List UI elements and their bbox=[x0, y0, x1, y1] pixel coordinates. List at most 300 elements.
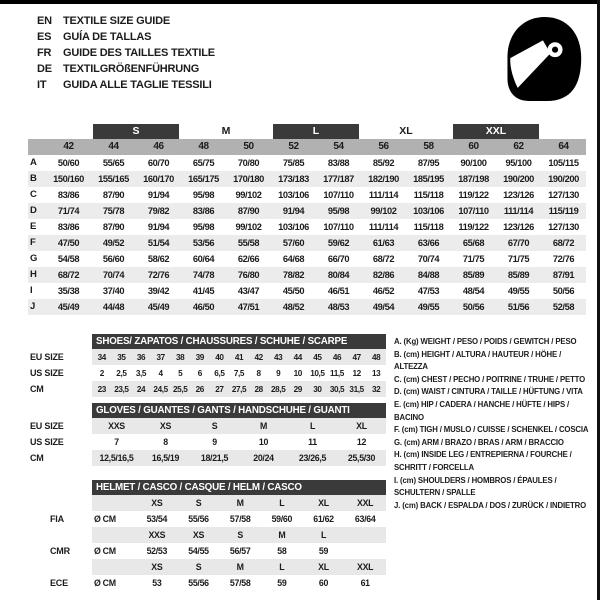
language-guide-title: GUÍA DE TALLAS bbox=[63, 31, 152, 43]
title-spacer bbox=[30, 480, 92, 495]
legend-item: J. (cm) BACK / ESPALDA / DOS / ZURÜCK / INDIETRO bbox=[394, 500, 587, 510]
row-letter: D bbox=[30, 205, 37, 216]
size-value: 31,5 bbox=[349, 384, 364, 394]
measurement-value: 72/76 bbox=[147, 270, 170, 280]
measurement-value: 95/100 bbox=[505, 158, 532, 168]
measurement-value: 48/53 bbox=[327, 302, 350, 312]
size-value: XS bbox=[151, 498, 163, 508]
measurement-value: 103/106 bbox=[278, 190, 309, 200]
size-value: 41 bbox=[234, 352, 244, 362]
measurement-value: 87/91 bbox=[552, 270, 575, 280]
measurement-value: 65/75 bbox=[192, 158, 215, 168]
measurement-value: 76/80 bbox=[237, 270, 260, 280]
size-value: 59 bbox=[277, 578, 287, 588]
measurement-value: 46/52 bbox=[372, 286, 395, 296]
measurement-row bbox=[28, 219, 586, 235]
measurement-row bbox=[28, 299, 586, 315]
measurement-value: 50/56 bbox=[552, 286, 575, 296]
size-value: XS bbox=[159, 421, 172, 431]
size-value: 7 bbox=[114, 437, 119, 447]
measurement-value: 47/50 bbox=[57, 238, 80, 248]
size-value: 38 bbox=[176, 352, 185, 362]
measurement-value: 105/115 bbox=[548, 158, 579, 168]
size-value: XXL bbox=[357, 562, 374, 572]
measurement-value: 63/66 bbox=[417, 238, 440, 248]
measurement-value: 187/198 bbox=[458, 174, 489, 184]
measurement-value: 47/53 bbox=[417, 286, 440, 296]
measurement-value: 50/56 bbox=[462, 302, 485, 312]
size-group-xl: XL bbox=[399, 125, 413, 137]
measurement-value: 60/70 bbox=[147, 158, 170, 168]
sub-row bbox=[92, 511, 386, 527]
sub-row bbox=[92, 527, 386, 543]
measurement-value: 59/62 bbox=[327, 238, 350, 248]
size-header-cell: 50 bbox=[226, 139, 271, 155]
size-value: XXL bbox=[357, 498, 374, 508]
measurement-value: 107/110 bbox=[323, 190, 354, 200]
measurement-value: 190/200 bbox=[548, 174, 579, 184]
size-value: M bbox=[236, 498, 244, 508]
measurement-value: 62/66 bbox=[237, 254, 260, 264]
size-header-cell: 52 bbox=[271, 139, 316, 155]
diameter-cm-label: Ø CM bbox=[94, 578, 116, 588]
measurement-value: 185/195 bbox=[413, 174, 444, 184]
helmet-table bbox=[30, 480, 386, 591]
size-group-xxl: XXL bbox=[453, 124, 539, 139]
size-value: XXS bbox=[148, 530, 166, 540]
measurement-value: 37/40 bbox=[102, 286, 125, 296]
language-code: IT bbox=[37, 79, 47, 91]
size-value: 37 bbox=[156, 352, 165, 362]
language-guide-title: TEXTILE SIZE GUIDE bbox=[63, 15, 171, 27]
size-header-cell: 42 bbox=[46, 139, 91, 155]
sub-row bbox=[92, 543, 386, 559]
measurement-value: 75/78 bbox=[102, 206, 125, 216]
measurement-value: 150/160 bbox=[53, 174, 84, 184]
measurement-value: 53/56 bbox=[192, 238, 215, 248]
size-value: 20/24 bbox=[253, 453, 274, 463]
row-label: ECE bbox=[50, 578, 68, 588]
measurement-value: 160/170 bbox=[143, 174, 174, 184]
size-value: 7,5 bbox=[233, 368, 245, 378]
size-value: 10,5 bbox=[310, 368, 325, 378]
row-letter: C bbox=[30, 189, 37, 200]
measurement-value: 85/92 bbox=[372, 158, 395, 168]
measurement-value: 127/130 bbox=[548, 190, 579, 200]
measurement-value: 68/72 bbox=[57, 270, 80, 280]
size-header-row bbox=[28, 139, 586, 155]
main-size-table bbox=[28, 124, 586, 315]
language-guide-title: GUIDA ALLE TAGLIE TESSILI bbox=[63, 79, 212, 91]
measurement-value: 80/84 bbox=[327, 270, 350, 280]
measurement-value: 66/70 bbox=[327, 254, 350, 264]
measurement-value: 123/126 bbox=[503, 190, 534, 200]
size-value: 52/53 bbox=[146, 546, 168, 556]
size-value: 29 bbox=[293, 384, 302, 394]
size-value: 8 bbox=[163, 437, 168, 447]
legend-item: E. (cm) HIP / CADERA / HANCHE / HÜFTE / HIPS / BACINO bbox=[394, 399, 570, 422]
measurement-value: 79/82 bbox=[147, 206, 170, 216]
measurement-value: 61/63 bbox=[372, 238, 395, 248]
helmet-rows bbox=[92, 495, 386, 591]
size-header-cell: 58 bbox=[406, 139, 451, 155]
size-value: 6,5 bbox=[214, 368, 225, 378]
size-value: 2 bbox=[99, 368, 104, 378]
measurement-value: 182/190 bbox=[368, 174, 399, 184]
size-group-m: M bbox=[221, 125, 231, 137]
shoes-title: SHOES/ ZAPATOS / CHAUSSURES / SCHUHE / SCARPE bbox=[92, 334, 386, 349]
row-label bbox=[30, 495, 92, 511]
size-group-l: L bbox=[273, 124, 359, 139]
size-header-cell: 64 bbox=[541, 139, 586, 155]
size-value: 57/58 bbox=[229, 578, 251, 588]
helmet-row-labels bbox=[30, 480, 92, 591]
measurement-value: 127/130 bbox=[548, 222, 579, 232]
row-label: FIA bbox=[50, 514, 64, 524]
measurement-value: 46/50 bbox=[192, 302, 215, 312]
measurement-value: 64/68 bbox=[282, 254, 305, 264]
measurement-value: 90/100 bbox=[460, 158, 487, 168]
size-value: 61 bbox=[360, 578, 370, 588]
row-letter: J bbox=[30, 301, 36, 312]
size-header-cell: 46 bbox=[136, 139, 181, 155]
language-row bbox=[37, 13, 215, 29]
helmet-content bbox=[92, 480, 386, 591]
size-value: 5 bbox=[178, 368, 183, 378]
legend-item: A. (Kg) WEIGHT / PESO / POIDS / GEWITCH / PESO bbox=[394, 337, 577, 346]
size-value: 9 bbox=[276, 368, 281, 378]
measurement-value: 82/86 bbox=[372, 270, 395, 280]
gloves-row-labels bbox=[30, 403, 92, 466]
measurement-value: 87/90 bbox=[102, 190, 125, 200]
measurement-value: 85/89 bbox=[462, 270, 485, 280]
row-letter: B bbox=[30, 173, 37, 184]
size-value: 61/62 bbox=[313, 514, 334, 524]
sub-row bbox=[92, 495, 386, 511]
size-value: XL bbox=[356, 421, 367, 431]
language-row bbox=[37, 77, 215, 93]
measurement-row bbox=[28, 235, 586, 251]
measurement-value: 99/102 bbox=[370, 206, 397, 216]
size-value: XL bbox=[318, 562, 329, 572]
size-value: M bbox=[236, 562, 244, 572]
row-label bbox=[30, 527, 92, 543]
measurement-row bbox=[28, 155, 586, 171]
language-guide-title: TEXTILGRÖßENFÜHRUNG bbox=[63, 63, 200, 75]
measurement-value: 70/74 bbox=[102, 270, 125, 280]
measurement-value: 87/90 bbox=[102, 222, 125, 232]
measurement-value: 49/54 bbox=[372, 302, 395, 312]
size-value: S bbox=[195, 562, 202, 572]
size-value: L bbox=[279, 562, 285, 572]
legend-item: F. (cm) TIGH / MUSLO / CUISSE / SCHENKEL / COSCIA bbox=[394, 425, 589, 435]
shoes-rows bbox=[92, 349, 386, 397]
size-value: M bbox=[259, 421, 268, 431]
measurement-legend bbox=[394, 336, 592, 512]
measurement-value: 91/94 bbox=[147, 190, 170, 200]
measurement-value: 41/45 bbox=[192, 286, 215, 296]
measurement-value: 91/94 bbox=[282, 206, 305, 216]
measurement-value: 48/54 bbox=[462, 286, 485, 296]
row-label: US SIZE bbox=[30, 368, 64, 378]
size-value: 60 bbox=[318, 578, 329, 588]
measurement-value: 51/54 bbox=[147, 238, 170, 248]
size-value: 53/54 bbox=[146, 514, 168, 524]
sub-row bbox=[92, 559, 386, 575]
measurement-row bbox=[28, 203, 586, 219]
measurement-value: 115/118 bbox=[413, 190, 444, 200]
language-code: DE bbox=[37, 63, 52, 75]
measurement-value: 111/114 bbox=[368, 190, 399, 200]
corner-cell bbox=[28, 139, 46, 155]
measurement-value: 99/102 bbox=[235, 222, 262, 232]
size-header-cell: 44 bbox=[91, 139, 136, 155]
row-label: CM bbox=[30, 384, 44, 394]
size-header-cell: 60 bbox=[451, 139, 496, 155]
legend-item: I. (cm) SHOULDERS / HOMBROS / ÉPAULES / SCHULTERN / SPALLE bbox=[394, 475, 557, 498]
measurement-value: 48/52 bbox=[282, 302, 305, 312]
measurement-value: 67/70 bbox=[507, 238, 530, 248]
diameter-cm-label: Ø CM bbox=[94, 514, 116, 524]
measurement-value: 71/74 bbox=[57, 206, 80, 216]
measurement-value: 58/62 bbox=[147, 254, 170, 264]
size-value: 23/26,5 bbox=[298, 453, 327, 463]
row-label: EU SIZE bbox=[30, 421, 64, 431]
measurement-row bbox=[28, 251, 586, 267]
measurement-value: 57/60 bbox=[282, 238, 305, 248]
language-code: ES bbox=[37, 31, 52, 43]
measurement-value: 51/56 bbox=[507, 302, 530, 312]
measurement-value: 49/55 bbox=[507, 286, 530, 296]
row-letter: I bbox=[30, 285, 33, 296]
row-label: EU SIZE bbox=[30, 352, 64, 362]
measurement-value: 43/47 bbox=[237, 286, 260, 296]
measurement-value: 70/74 bbox=[417, 254, 440, 264]
measurement-value: 173/183 bbox=[278, 174, 309, 184]
measurement-value: 56/60 bbox=[102, 254, 125, 264]
size-value: 56/57 bbox=[229, 546, 251, 556]
size-header-cell: 56 bbox=[361, 139, 406, 155]
size-value: L bbox=[279, 498, 285, 508]
measurement-value: 84/88 bbox=[417, 270, 440, 280]
size-value: 48 bbox=[372, 352, 381, 362]
measurement-row bbox=[28, 283, 586, 299]
size-value: 39 bbox=[195, 352, 204, 362]
gloves-content bbox=[92, 403, 386, 466]
measurement-value: 155/165 bbox=[98, 174, 129, 184]
language-row bbox=[37, 29, 215, 45]
legend-item: G. (cm) ARM / BRAZO / BRAS / ARM / BRACCIO bbox=[394, 437, 564, 447]
measurement-value: 45/50 bbox=[282, 286, 305, 296]
size-value: 11 bbox=[308, 437, 317, 447]
size-value: 36 bbox=[136, 352, 146, 362]
size-value: 18/21,5 bbox=[200, 453, 229, 463]
size-value: 35 bbox=[117, 352, 126, 362]
size-value: 24 bbox=[136, 384, 146, 394]
gloves-table bbox=[30, 403, 386, 466]
legend-item: H. (cm) INSIDE LEG / ENTREPIERNA / FOURCHE / SCHRITT / FORCELLA bbox=[394, 450, 572, 472]
measurement-value: 119/122 bbox=[458, 222, 489, 232]
measurement-value: 78/82 bbox=[282, 270, 305, 280]
measurement-value: 83/86 bbox=[57, 190, 80, 200]
measurement-value: 75/85 bbox=[282, 158, 305, 168]
shoes-row-labels bbox=[30, 334, 92, 397]
size-value: 2,5 bbox=[116, 368, 127, 378]
helmet-title: HELMET / CASCO / CASQUE / HELM / CASCO bbox=[92, 480, 386, 495]
measurement-value: 95/98 bbox=[327, 206, 350, 216]
size-value: 44 bbox=[293, 352, 302, 362]
measurement-value: 55/58 bbox=[237, 238, 260, 248]
measurement-value: 70/80 bbox=[237, 158, 260, 168]
size-value: 43 bbox=[274, 352, 283, 362]
measurement-value: 55/65 bbox=[102, 158, 125, 168]
legend-item: B. (cm) HEIGHT / ALTURA / HAUTEUR / HÖHE / ALTEZZA bbox=[394, 349, 562, 372]
measurement-value: 47/51 bbox=[237, 302, 260, 312]
size-value: 11,5 bbox=[330, 368, 344, 378]
language-row bbox=[37, 45, 215, 61]
title-spacer bbox=[30, 403, 92, 418]
diameter-cm-label: Ø CM bbox=[94, 546, 116, 556]
language-row bbox=[37, 61, 215, 77]
language-code: EN bbox=[37, 15, 52, 27]
size-value: 34 bbox=[97, 352, 106, 362]
size-value: XS bbox=[151, 562, 163, 572]
measurement-value: 111/114 bbox=[503, 206, 534, 216]
measurement-value: 68/72 bbox=[552, 238, 575, 248]
measurement-value: 50/60 bbox=[57, 158, 80, 168]
size-value: 12,5/16,5 bbox=[99, 453, 134, 463]
size-value: 28,5 bbox=[271, 384, 286, 394]
sub-row bbox=[92, 418, 386, 434]
measurement-value: 115/118 bbox=[413, 222, 444, 232]
size-value: 25,5 bbox=[173, 384, 188, 394]
measurement-value: 95/98 bbox=[192, 222, 215, 232]
sub-row bbox=[92, 365, 386, 381]
language-title-list bbox=[37, 13, 215, 93]
measurement-value: 111/114 bbox=[368, 222, 399, 232]
size-value: 6 bbox=[197, 368, 202, 378]
size-value: 59 bbox=[318, 546, 329, 556]
measurement-value: 123/126 bbox=[503, 222, 534, 232]
measurement-value: 60/64 bbox=[192, 254, 215, 264]
size-value: 40 bbox=[215, 352, 224, 362]
size-value: M bbox=[278, 530, 286, 540]
size-value: 24,5 bbox=[153, 384, 168, 394]
measurement-value: 54/58 bbox=[57, 254, 80, 264]
size-value: 58 bbox=[277, 546, 287, 556]
gloves-rows bbox=[92, 418, 386, 466]
measurement-value: 65/68 bbox=[462, 238, 485, 248]
racing-helmet-icon bbox=[500, 13, 584, 105]
measurement-value: 52/58 bbox=[552, 302, 575, 312]
size-value: 10 bbox=[293, 368, 302, 378]
measurement-value: 45/49 bbox=[57, 302, 80, 312]
legend-item: D. (cm) WAIST / CINTURA / TAILLE / HÜFTUNG / VITA bbox=[394, 387, 583, 397]
measurement-row bbox=[28, 171, 586, 187]
measurement-value: 46/51 bbox=[327, 286, 350, 296]
size-value: 13 bbox=[372, 368, 381, 378]
size-group-s: S bbox=[93, 124, 179, 139]
measurement-value: 49/52 bbox=[102, 238, 125, 248]
sub-row bbox=[92, 450, 386, 466]
size-value: 55/56 bbox=[188, 514, 209, 524]
row-letter: A bbox=[30, 157, 37, 168]
measurement-value: 190/200 bbox=[503, 174, 534, 184]
size-value: 57/58 bbox=[229, 514, 251, 524]
size-value: XL bbox=[318, 498, 329, 508]
measurement-value: 95/98 bbox=[192, 190, 215, 200]
row-letter: F bbox=[30, 237, 36, 248]
size-value: 8 bbox=[256, 368, 261, 378]
title-spacer bbox=[30, 334, 92, 349]
size-value: 32 bbox=[372, 384, 381, 394]
row-letter: H bbox=[30, 269, 37, 280]
row-label bbox=[30, 559, 92, 575]
size-value: 30 bbox=[313, 384, 322, 394]
sub-row bbox=[92, 349, 386, 365]
gloves-title: GLOVES / GUANTES / GANTS / HANDSCHUHE / GUANTI bbox=[92, 403, 386, 418]
size-value: 54/55 bbox=[188, 546, 209, 556]
sub-row bbox=[92, 381, 386, 397]
size-value: 55/56 bbox=[188, 578, 209, 588]
size-value: 42 bbox=[254, 352, 263, 362]
size-value: 59/60 bbox=[271, 514, 293, 524]
measurement-value: 71/75 bbox=[462, 254, 485, 264]
measurement-value: 87/95 bbox=[417, 158, 440, 168]
size-value: XXS bbox=[108, 421, 125, 431]
measurement-value: 107/110 bbox=[323, 222, 354, 232]
measurement-value: 72/76 bbox=[552, 254, 575, 264]
size-value: 46 bbox=[332, 352, 342, 362]
measurement-value: 39/42 bbox=[147, 286, 170, 296]
size-value: 30,5 bbox=[329, 384, 345, 394]
size-header-cell: 54 bbox=[316, 139, 361, 155]
measurement-row bbox=[28, 267, 586, 283]
row-label: CM bbox=[30, 453, 44, 463]
measurement-value: 91/94 bbox=[147, 222, 170, 232]
size-group-row bbox=[28, 124, 586, 139]
size-value: 9 bbox=[212, 437, 217, 447]
size-value: 25,5/30 bbox=[347, 453, 376, 463]
size-header-cell: 48 bbox=[181, 139, 226, 155]
size-value: 27 bbox=[215, 384, 224, 394]
size-value: 26 bbox=[195, 384, 204, 394]
row-letter: G bbox=[30, 253, 38, 264]
measurement-value: 35/38 bbox=[57, 286, 80, 296]
measurement-value: 87/90 bbox=[237, 206, 260, 216]
measurement-value: 107/110 bbox=[458, 206, 489, 216]
sub-row bbox=[92, 575, 386, 591]
measurement-value: 71/75 bbox=[507, 254, 530, 264]
size-value: 16,5/19 bbox=[151, 453, 180, 463]
size-value: L bbox=[320, 530, 327, 540]
size-header-cell: 62 bbox=[496, 139, 541, 155]
size-value: 47 bbox=[352, 352, 361, 362]
row-label: US SIZE bbox=[30, 437, 64, 447]
row-label: CMR bbox=[50, 546, 70, 556]
size-value: 12 bbox=[352, 368, 361, 378]
measurement-value: 45/49 bbox=[147, 302, 170, 312]
size-value: 23,5 bbox=[114, 384, 129, 394]
size-value: 12 bbox=[356, 437, 367, 447]
measurement-value: 83/88 bbox=[327, 158, 350, 168]
shoes-table bbox=[30, 334, 386, 397]
measurement-value: 99/102 bbox=[235, 190, 262, 200]
size-value: 4 bbox=[158, 368, 163, 378]
size-value: 63/64 bbox=[354, 514, 376, 524]
measurement-value: 44/48 bbox=[102, 302, 125, 312]
measurement-value: 115/119 bbox=[548, 206, 579, 216]
